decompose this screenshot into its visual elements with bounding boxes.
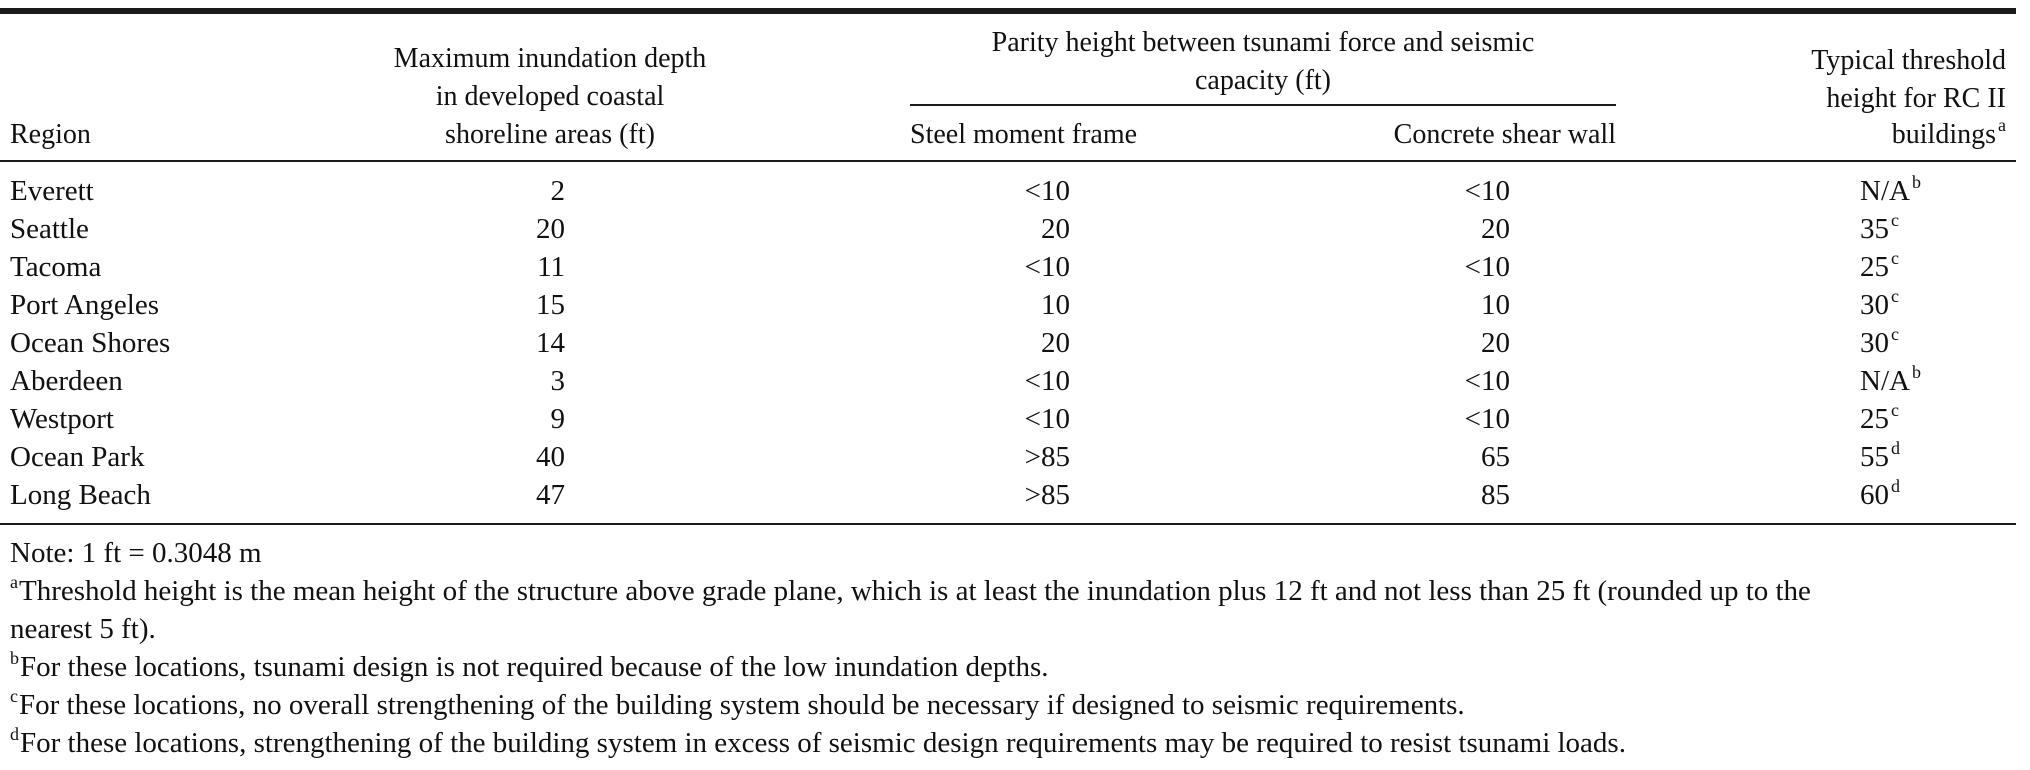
cell-threshold bbox=[1860, 248, 1920, 286]
footnote-a-text: Threshold height is the mean height of the structure above grade plane, which is at least the inundation plus 12 ft and not less than 25 ft (rounded up to the bbox=[19, 575, 1811, 607]
table-row bbox=[0, 476, 2016, 514]
cell-concrete: <10 bbox=[1464, 175, 1510, 207]
cell-steel: >85 bbox=[1024, 479, 1070, 511]
header-threshold-text: buildings bbox=[1891, 119, 1996, 150]
cell-region: Long Beach bbox=[10, 479, 151, 511]
table-row bbox=[0, 248, 2016, 286]
cell-depth: 20 bbox=[536, 213, 565, 245]
footnote-a-mark: a bbox=[10, 572, 18, 592]
cell-region: Westport bbox=[10, 403, 114, 435]
cell-concrete: 85 bbox=[1481, 479, 1510, 511]
cell-threshold bbox=[1860, 210, 1920, 248]
cell-region: Tacoma bbox=[10, 251, 102, 283]
cell-threshold bbox=[1860, 400, 1920, 438]
cell-region: Seattle bbox=[10, 213, 89, 245]
cell-threshold-mark: c bbox=[1891, 324, 1899, 344]
table-row bbox=[0, 286, 2016, 324]
footnote-a bbox=[10, 572, 1811, 610]
cell-threshold bbox=[1860, 362, 1920, 400]
cell-concrete: <10 bbox=[1464, 251, 1510, 283]
header-parity-line2: capacity (ft) bbox=[1194, 65, 1332, 96]
cell-threshold-mark: b bbox=[1911, 172, 1921, 192]
cell-threshold-value: 35 bbox=[1860, 213, 1889, 245]
cell-depth: 47 bbox=[536, 479, 565, 511]
cell-region: Ocean Shores bbox=[10, 327, 171, 359]
footnote-d-mark: d bbox=[10, 724, 19, 744]
cell-concrete: <10 bbox=[1464, 365, 1510, 397]
cell-concrete: 20 bbox=[1481, 327, 1510, 359]
note-units: Note: 1 ft = 0.3048 m bbox=[10, 537, 262, 569]
cell-depth: 14 bbox=[536, 327, 565, 359]
cell-threshold-value: 30 bbox=[1860, 327, 1889, 359]
table-bottom-rule bbox=[0, 523, 2016, 525]
cell-threshold-value: 55 bbox=[1860, 441, 1889, 473]
header-threshold-line3 bbox=[1700, 116, 2006, 154]
cell-concrete: 65 bbox=[1481, 441, 1510, 473]
cell-threshold bbox=[1860, 476, 1920, 514]
header-concrete: Concrete shear wall bbox=[1393, 119, 1616, 150]
cell-region: Aberdeen bbox=[10, 365, 123, 397]
table-header-rule bbox=[0, 160, 2016, 162]
cell-threshold-value: N/A bbox=[1860, 175, 1910, 207]
cell-concrete: 20 bbox=[1481, 213, 1510, 245]
cell-threshold-mark: c bbox=[1891, 248, 1899, 268]
cell-steel: <10 bbox=[1024, 251, 1070, 283]
header-depth-line2: in developed coastal bbox=[435, 81, 665, 112]
cell-threshold-mark: b bbox=[1911, 362, 1921, 382]
cell-region: Ocean Park bbox=[10, 441, 145, 473]
footnote-b bbox=[10, 648, 1049, 686]
cell-steel: 10 bbox=[1041, 289, 1070, 321]
header-depth-line3: shoreline areas (ft) bbox=[445, 119, 655, 150]
header-threshold-footnote-mark: a bbox=[1998, 115, 2006, 135]
cell-concrete: 10 bbox=[1481, 289, 1510, 321]
cell-steel: 20 bbox=[1041, 327, 1070, 359]
cell-region: Port Angeles bbox=[10, 289, 160, 321]
cell-threshold-value: N/A bbox=[1860, 365, 1910, 397]
footnote-c-text: For these locations, no overall strengthening of the building system should be necessary if designed to seismic requirements. bbox=[19, 689, 1465, 721]
table-top-rule bbox=[0, 8, 2016, 14]
footnote-b-mark: b bbox=[10, 648, 19, 668]
cell-depth: 9 bbox=[550, 403, 565, 435]
cell-depth: 11 bbox=[537, 251, 565, 283]
cell-threshold-mark: d bbox=[1891, 438, 1900, 458]
footnote-d bbox=[10, 724, 1626, 762]
header-threshold-line1: Typical threshold bbox=[1811, 45, 2006, 76]
table-row bbox=[0, 172, 2016, 210]
footnote-d-text: For these locations, strengthening of the building system in excess of seismic design requirements may be required to resist tsunami loads. bbox=[20, 727, 1626, 759]
cell-depth: 2 bbox=[550, 175, 565, 207]
header-threshold-line2: height for RC II bbox=[1826, 83, 2006, 114]
cell-threshold-mark: c bbox=[1891, 210, 1899, 230]
cell-depth: 40 bbox=[536, 441, 565, 473]
header-steel: Steel moment frame bbox=[910, 119, 1138, 150]
table-row bbox=[0, 362, 2016, 400]
cell-threshold bbox=[1860, 286, 1920, 324]
header-depth-line1: Maximum inundation depth bbox=[393, 43, 707, 74]
footnote-c bbox=[10, 686, 1465, 724]
cell-threshold-mark: c bbox=[1891, 286, 1899, 306]
cell-threshold-value: 25 bbox=[1860, 403, 1889, 435]
header-region: Region bbox=[10, 119, 91, 150]
cell-concrete: <10 bbox=[1464, 403, 1510, 435]
parity-group-rule bbox=[910, 104, 1616, 106]
header-parity-line1: Parity height between tsunami force and seismic bbox=[991, 27, 1535, 58]
cell-region: Everett bbox=[10, 175, 94, 207]
table-row bbox=[0, 324, 2016, 362]
cell-threshold bbox=[1860, 324, 1920, 362]
cell-steel: >85 bbox=[1024, 441, 1070, 473]
table-row bbox=[0, 438, 2016, 476]
footnote-c-mark: c bbox=[10, 686, 18, 706]
cell-threshold-value: 25 bbox=[1860, 251, 1889, 283]
cell-threshold-value: 30 bbox=[1860, 289, 1889, 321]
cell-threshold bbox=[1860, 438, 1920, 476]
cell-steel: <10 bbox=[1024, 175, 1070, 207]
cell-steel: <10 bbox=[1024, 365, 1070, 397]
table-row bbox=[0, 210, 2016, 248]
cell-steel: 20 bbox=[1041, 213, 1070, 245]
table-row bbox=[0, 400, 2016, 438]
cell-depth: 3 bbox=[550, 365, 565, 397]
cell-threshold-mark: d bbox=[1891, 476, 1900, 496]
footnote-b-text: For these locations, tsunami design is not required because of the low inundation depths. bbox=[20, 651, 1049, 683]
cell-threshold-value: 60 bbox=[1860, 479, 1889, 511]
cell-threshold bbox=[1860, 172, 1920, 210]
cell-threshold-mark: c bbox=[1891, 400, 1899, 420]
footnote-a-continued: nearest 5 ft). bbox=[10, 613, 156, 645]
cell-depth: 15 bbox=[536, 289, 565, 321]
cell-steel: <10 bbox=[1024, 403, 1070, 435]
